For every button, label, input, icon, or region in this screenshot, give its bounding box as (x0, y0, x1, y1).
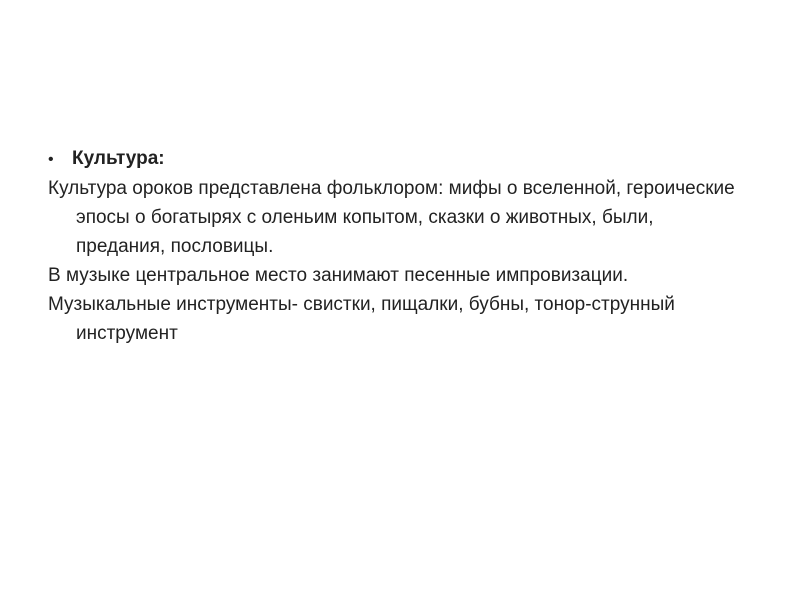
bullet-icon: • (48, 151, 54, 168)
paragraph-music: В музыке центральное место занимают песенные импровизации. (48, 265, 629, 286)
bullet-heading-row (48, 144, 748, 174)
paragraph-folklore: Культура ороков представлена фольклором: мифы о вселенной, героические эпосы о богатырях с оленьим копытом, сказки о животных, были, предания, пословицы. (48, 178, 735, 257)
paragraph-instruments: Музыкальные инструменты- свистки, пищалки, бубны, тонор-струнный инструмент (48, 294, 675, 344)
section-heading: Культура: (72, 148, 165, 169)
slide-content (48, 144, 748, 348)
